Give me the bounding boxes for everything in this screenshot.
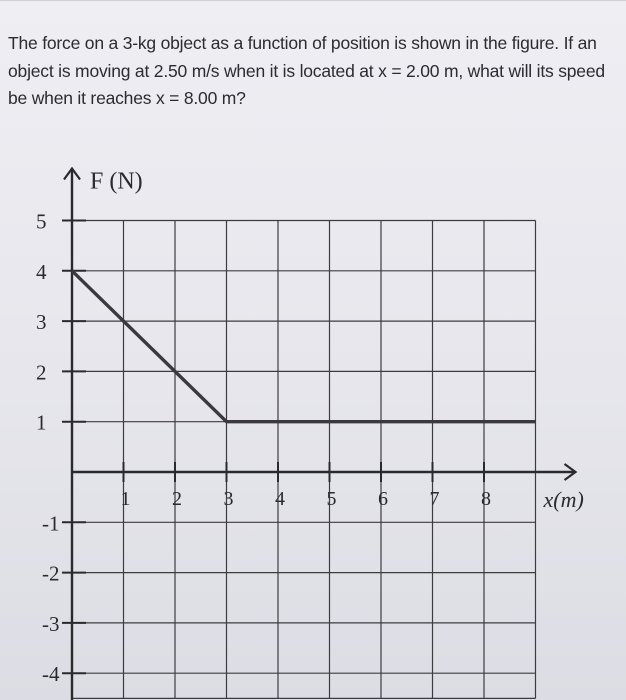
y-tick-label: -1 [42,511,60,536]
y-axis-label: F (N) [90,168,143,195]
x-tick-label: 4 [275,488,285,510]
x-tick-label: 5 [326,488,337,510]
y-tick-label: -2 [42,561,60,586]
y-tick-label: 5 [36,209,47,234]
x-tick-label: 6 [378,488,388,510]
force-position-chart [0,150,626,700]
x-tick-label: 8 [481,488,491,510]
chart-labels [36,169,584,687]
x-axis-label: x(m) [543,487,584,512]
chart-grid [72,221,536,699]
y-tick-label: -3 [42,611,60,636]
chart-axes [64,169,576,700]
y-tick-label: -4 [42,662,60,687]
y-tick-label: 4 [36,259,47,284]
top-divider [0,0,626,1]
x-tick-label: 2 [172,488,182,510]
x-tick-label: 1 [120,488,131,510]
question-text: The force on a 3-kg object as a function of position is shown in the figure. If an object is moving at 2.50 m/s when it is located at x = 2.00 m, what will its speed be when it reaches x = 8.00 m? [8,33,605,108]
chart-ticks [62,221,484,674]
y-tick-label: 2 [36,360,47,385]
x-tick-label: 3 [223,488,234,510]
y-tick-label: 3 [36,310,47,335]
y-tick-label: 1 [36,410,47,435]
force-line [72,271,536,422]
chart-series [72,271,536,422]
x-tick-label: 7 [429,488,440,510]
